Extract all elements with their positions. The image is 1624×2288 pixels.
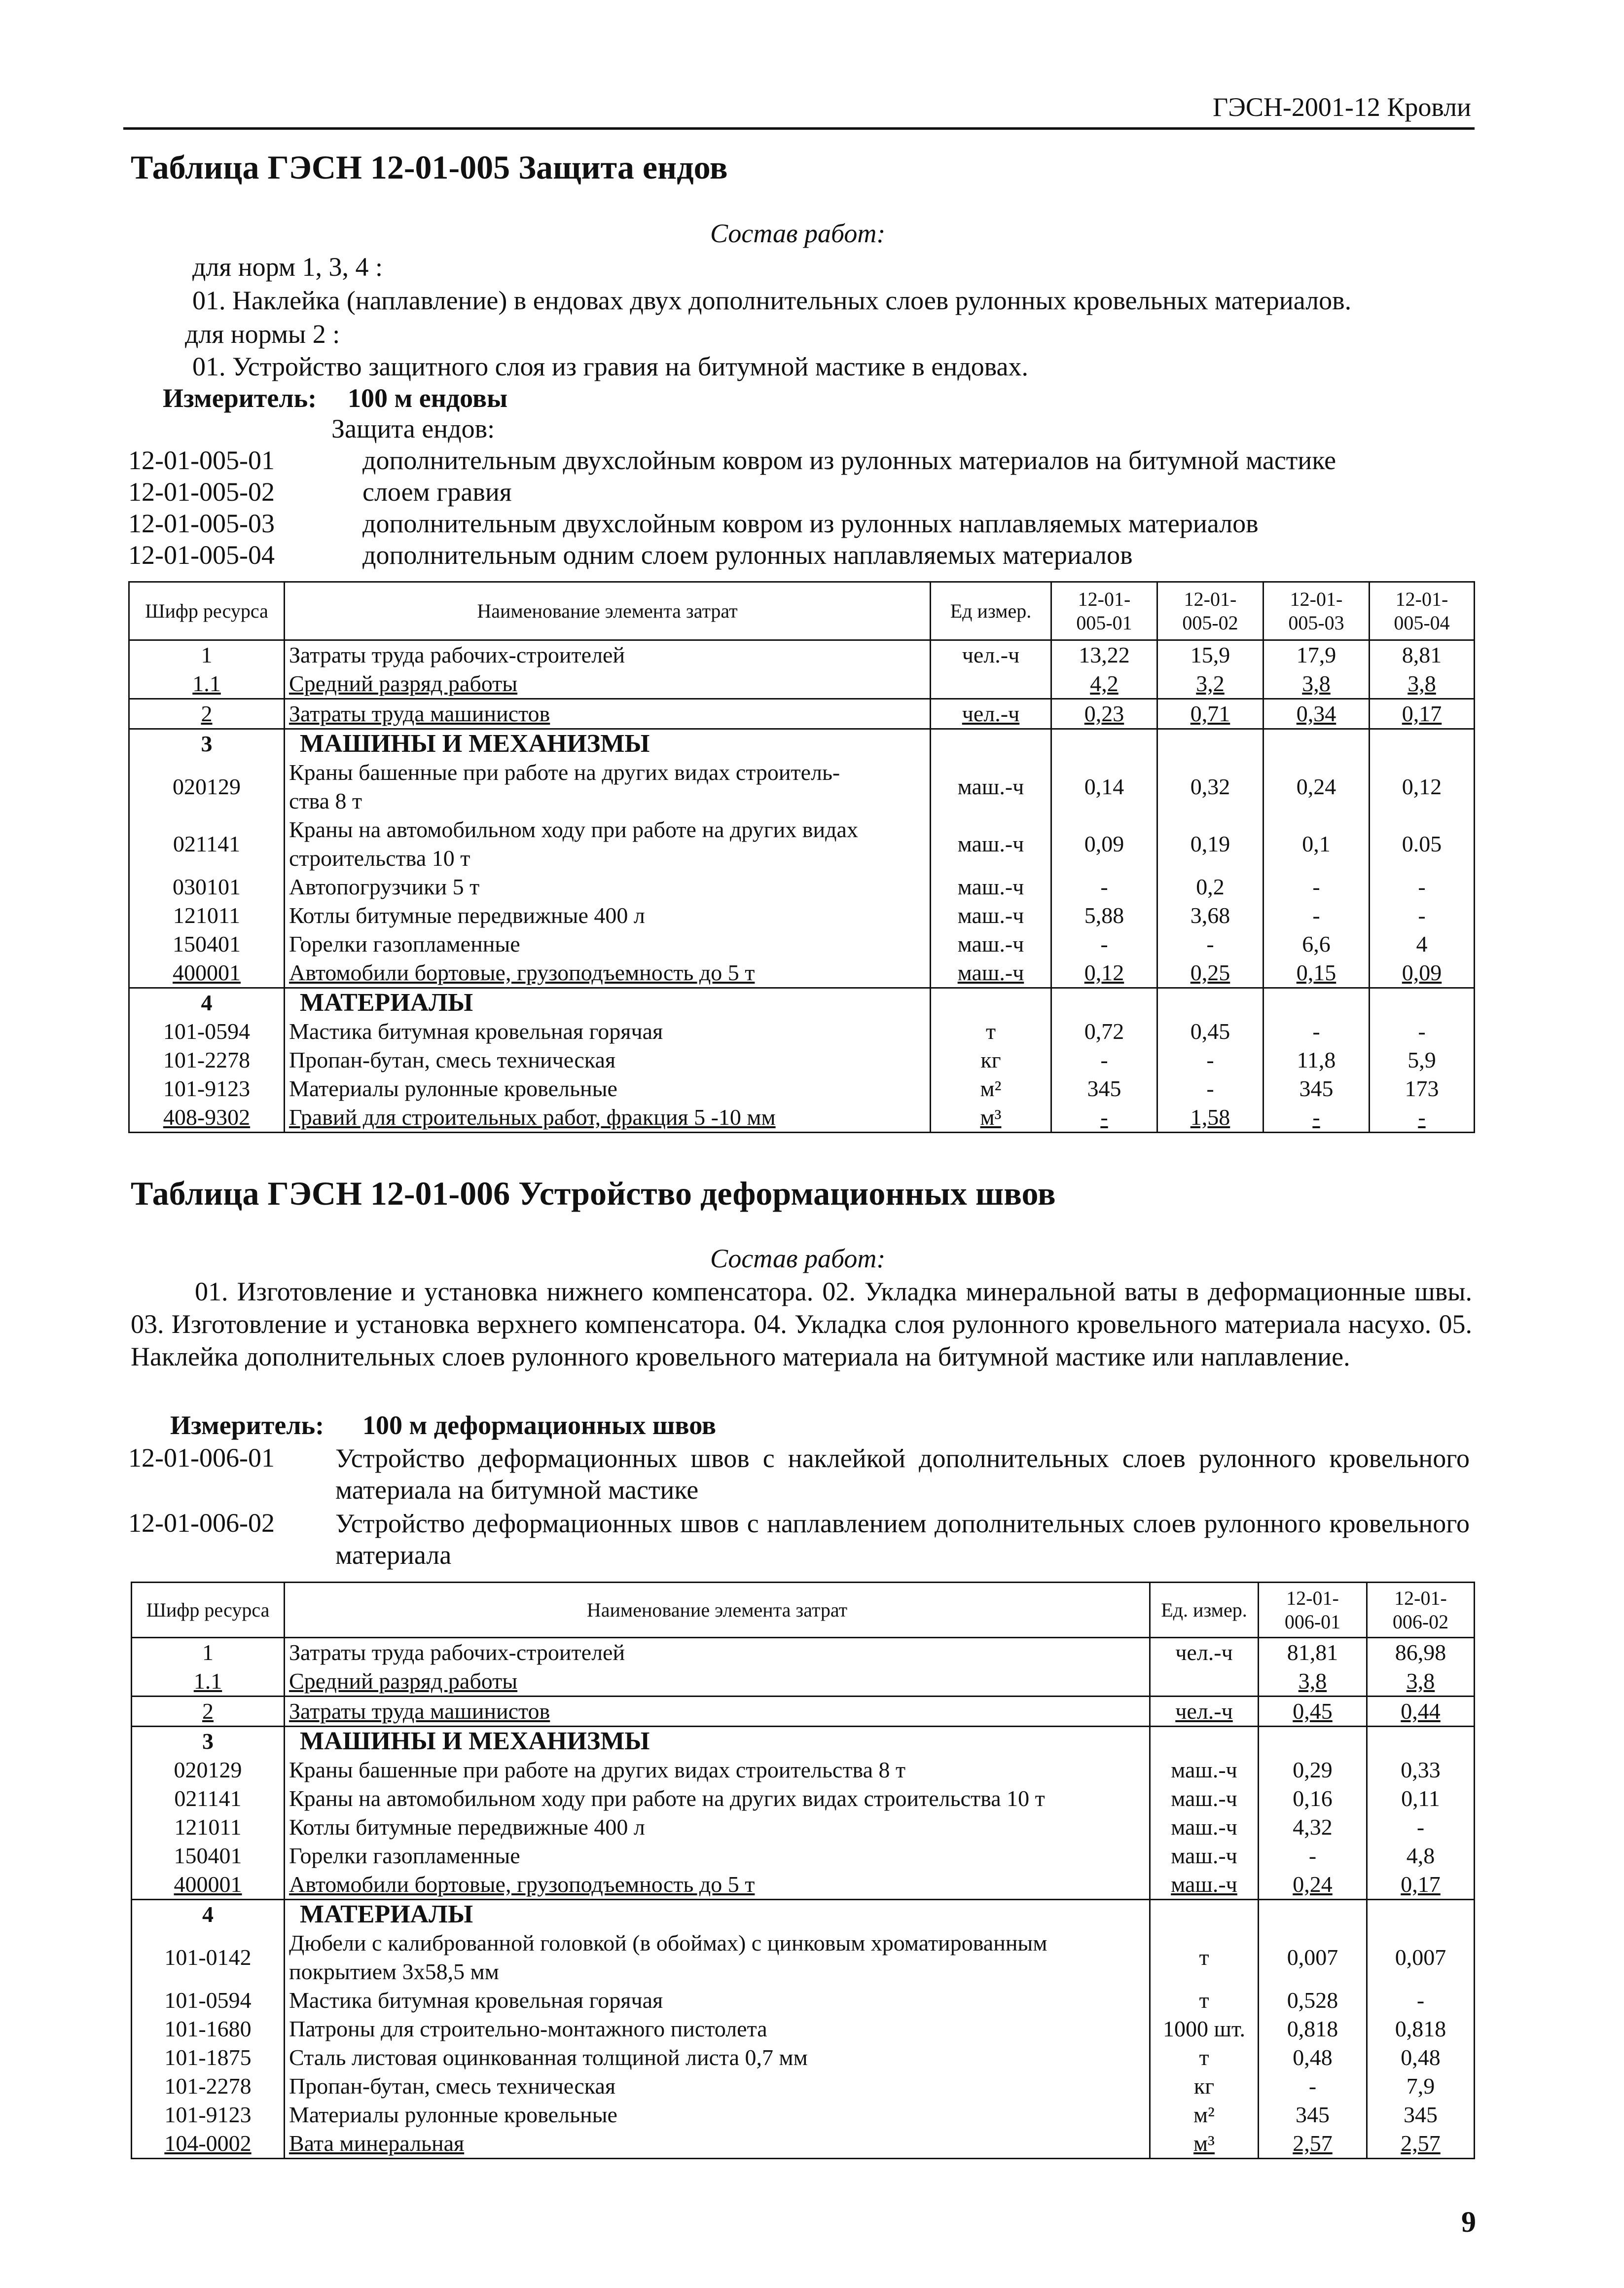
value-cell: 0,45	[1157, 1017, 1263, 1046]
table-row	[129, 1046, 1475, 1074]
norm-desc: слоем гравия	[362, 477, 512, 507]
table1-meter-value: 100 м ендовы	[348, 383, 508, 413]
value-cell: 0,32	[1157, 758, 1263, 815]
value-cell: 0,25	[1157, 959, 1263, 988]
value-cell: 173	[1370, 1074, 1475, 1103]
column-header: 12-01- 005-02	[1157, 582, 1263, 640]
unit-cell: маш.-ч	[1150, 1842, 1259, 1870]
column-header: 12-01- 005-03	[1263, 582, 1370, 640]
value-cell: 2,57	[1367, 2129, 1475, 2159]
norm-code: 12-01-006-01	[128, 1443, 275, 1473]
resource-name-cell: Гравий для строительных работ, фракция 5 -10 мм	[285, 1103, 931, 1133]
value-cell: 5,9	[1370, 1046, 1475, 1074]
value-cell: -	[1370, 901, 1475, 930]
unit-cell: маш.-ч	[1150, 1784, 1259, 1813]
table-row	[132, 2043, 1475, 2072]
unit-cell	[1150, 1667, 1259, 1697]
table2-work-heading: Состав работ:	[710, 1244, 886, 1273]
value-cell: -	[1051, 930, 1157, 959]
table-row	[132, 2072, 1475, 2101]
table2-norm	[128, 1442, 1470, 1506]
resource-code-cell: 101-2278	[129, 1046, 285, 1074]
resource-code-cell: 101-0594	[129, 1017, 285, 1046]
table-row	[129, 988, 1475, 1018]
value-cell: 0,45	[1259, 1697, 1367, 1727]
unit-cell: чел.-ч	[931, 699, 1051, 729]
value-cell: -	[1259, 1842, 1367, 1870]
value-cell: 0,17	[1370, 699, 1475, 729]
value-cell: -	[1051, 873, 1157, 901]
resource-name-cell: Автомобили бортовые, грузоподъемность до 5 т	[285, 1870, 1150, 1900]
value-cell: 345	[1367, 2101, 1475, 2129]
resource-code-cell: 3	[132, 1727, 285, 1756]
unit-cell: т	[1150, 1986, 1259, 2015]
column-header: 12-01- 005-04	[1370, 582, 1475, 640]
value-cell: 13,22	[1051, 640, 1157, 670]
resource-name-cell: Мастика битумная кровельная горячая	[285, 1017, 931, 1046]
resource-table-1	[128, 581, 1475, 1133]
unit-cell: маш.-ч	[931, 959, 1051, 988]
unit-cell: м²	[1150, 2101, 1259, 2129]
table-row	[132, 1900, 1475, 1929]
resource-name-cell: МАТЕРИАЛЫ	[285, 988, 931, 1018]
resource-name-cell: Котлы битумные передвижные 400 л	[285, 901, 931, 930]
value-cell: 345	[1263, 1074, 1370, 1103]
resource-table-2	[131, 1582, 1475, 2159]
column-header: Шифр ресурса	[132, 1583, 285, 1638]
value-cell: 0.05	[1370, 815, 1475, 873]
resource-name-cell: Затраты труда рабочих-строителей	[285, 1638, 1150, 1667]
table1-norm	[128, 445, 1336, 476]
value-cell: 0,48	[1259, 2043, 1367, 2072]
value-cell: 0,29	[1259, 1756, 1367, 1784]
resource-code-cell: 030101	[129, 873, 285, 901]
value-cell: 81,81	[1259, 1638, 1367, 1667]
table1-work-line: для норм 1, 3, 4 :	[192, 252, 383, 282]
column-header: Наименование элемента затрат	[285, 582, 931, 640]
resource-code-cell: 3	[129, 729, 285, 759]
resource-name-cell: Затраты труда машинистов	[285, 1697, 1150, 1727]
value-cell: -	[1370, 1103, 1475, 1133]
value-cell	[1157, 729, 1263, 759]
column-header: Шифр ресурса	[129, 582, 285, 640]
resource-code-cell: 400001	[132, 1870, 285, 1900]
value-cell: 0,2	[1157, 873, 1263, 901]
value-cell: 0,23	[1051, 699, 1157, 729]
unit-cell: маш.-ч	[931, 815, 1051, 873]
value-cell: 0,11	[1367, 1784, 1475, 1813]
table-row	[129, 901, 1475, 930]
norm-code: 12-01-005-02	[128, 477, 275, 507]
unit-cell: т	[1150, 2043, 1259, 2072]
value-cell: 0,818	[1259, 2015, 1367, 2043]
resource-name-cell: Сталь листовая оцинкованная толщиной листа 0,7 мм	[285, 2043, 1150, 2072]
value-cell: 345	[1259, 2101, 1367, 2129]
value-cell: 4,8	[1367, 1842, 1475, 1870]
norm-desc: Устройство деформационных швов с наклейкой дополнительных слоев рулонного кровельного материала на битумной мастике	[335, 1443, 1470, 1505]
value-cell: -	[1157, 930, 1263, 959]
unit-cell	[1150, 1900, 1259, 1929]
resource-code-cell: 1	[132, 1638, 285, 1667]
value-cell: 0,33	[1367, 1756, 1475, 1784]
value-cell: 0,24	[1263, 758, 1370, 815]
table-row	[132, 1842, 1475, 1870]
value-cell: 5,88	[1051, 901, 1157, 930]
unit-cell: маш.-ч	[931, 930, 1051, 959]
value-cell: 3,8	[1259, 1667, 1367, 1697]
resource-code-cell: 4	[132, 1900, 285, 1929]
resource-name-cell: Котлы битумные передвижные 400 л	[285, 1813, 1150, 1842]
table2-meter-value: 100 м деформационных швов	[362, 1410, 717, 1440]
table-row	[129, 1017, 1475, 1046]
resource-code-cell: 021141	[132, 1784, 285, 1813]
table2-title: Таблица ГЭСН 12-01-006 Устройство деформационных швов	[131, 1175, 1056, 1212]
resource-code-cell: 101-1680	[132, 2015, 285, 2043]
resource-name-cell: Затраты труда машинистов	[285, 699, 931, 729]
table-row	[132, 1697, 1475, 1727]
value-cell: 0,528	[1259, 1986, 1367, 2015]
value-cell	[1370, 988, 1475, 1018]
resource-name-cell: Затраты труда рабочих-строителей	[285, 640, 931, 670]
table-row	[132, 1638, 1475, 1667]
table-row	[129, 1103, 1475, 1133]
norm-code: 12-01-005-04	[128, 540, 275, 570]
value-cell: 3,8	[1263, 669, 1370, 699]
resource-name-cell: Материалы рулонные кровельные	[285, 2101, 1150, 2129]
table-row	[129, 640, 1475, 670]
table2-meter-label: Измеритель:	[170, 1410, 325, 1440]
value-cell: 345	[1051, 1074, 1157, 1103]
value-cell: 0,71	[1157, 699, 1263, 729]
resource-code-cell: 400001	[129, 959, 285, 988]
resource-code-cell: 101-9123	[132, 2101, 285, 2129]
resource-name-cell: Мастика битумная кровельная горячая	[285, 1986, 1150, 2015]
resource-name-cell: Патроны для строительно-монтажного пистолета	[285, 2015, 1150, 2043]
value-cell: 4,32	[1259, 1813, 1367, 1842]
value-cell: 15,9	[1157, 640, 1263, 670]
column-header: Ед измер.	[931, 582, 1051, 640]
table-row	[129, 758, 1475, 815]
unit-cell	[1150, 1727, 1259, 1756]
value-cell: -	[1263, 1103, 1370, 1133]
resource-code-cell: 021141	[129, 815, 285, 873]
value-cell: 0,48	[1367, 2043, 1475, 2072]
unit-cell: т	[1150, 1929, 1259, 1986]
unit-cell	[931, 669, 1051, 699]
norm-desc: дополнительным одним слоем рулонных наплавляемых материалов	[362, 540, 1133, 570]
resource-code-cell: 101-1875	[132, 2043, 285, 2072]
table-row	[129, 729, 1475, 759]
table-row	[132, 1929, 1475, 1986]
running-title: ГЭСН-2001-12 Кровли	[1213, 92, 1471, 122]
column-header: 12-01- 005-01	[1051, 582, 1157, 640]
value-cell: 0,24	[1259, 1870, 1367, 1900]
value-cell: -	[1259, 2072, 1367, 2101]
value-cell	[1259, 1727, 1367, 1756]
resource-name-cell: Горелки газопламенные	[285, 1842, 1150, 1870]
table-row	[132, 2101, 1475, 2129]
resource-name-cell: МАШИНЫ И МЕХАНИЗМЫ	[285, 729, 931, 759]
resource-code-cell: 2	[129, 699, 285, 729]
resource-name-cell: МАШИНЫ И МЕХАНИЗМЫ	[285, 1727, 1150, 1756]
value-cell: 6,6	[1263, 930, 1370, 959]
table1-work-line: 01. Устройство защитного слоя из гравия на битумной мастике в ендовах.	[192, 352, 1029, 381]
resource-name-cell: Краны башенные при работе на других видах строительства 8 т	[285, 1756, 1150, 1784]
norm-code: 12-01-005-01	[128, 445, 275, 475]
value-cell: 0,14	[1051, 758, 1157, 815]
value-cell: -	[1157, 1046, 1263, 1074]
table1-norm	[128, 477, 512, 507]
value-cell	[1367, 1727, 1475, 1756]
unit-cell: кг	[931, 1046, 1051, 1074]
resource-code-cell: 1.1	[129, 669, 285, 699]
value-cell: 0,12	[1051, 959, 1157, 988]
table-row	[132, 1756, 1475, 1784]
value-cell: 0,1	[1263, 815, 1370, 873]
resource-name-cell: Краны на автомобильном ходу при работе на других видах строительства 10 т	[285, 1784, 1150, 1813]
value-cell: 0,09	[1370, 959, 1475, 988]
resource-name-cell: Материалы рулонные кровельные	[285, 1074, 931, 1103]
resource-name-cell: Горелки газопламенные	[285, 930, 931, 959]
table-row	[129, 873, 1475, 901]
value-cell: -	[1367, 1986, 1475, 2015]
table1-work-line: 01. Наклейка (наплавление) в ендовах двух дополнительных слоев рулонных кровельных материалов.	[192, 286, 1352, 315]
resource-code-cell: 150401	[132, 1842, 285, 1870]
table-row	[132, 1870, 1475, 1900]
unit-cell	[931, 729, 1051, 759]
value-cell: 3,8	[1370, 669, 1475, 699]
value-cell: 0,44	[1367, 1697, 1475, 1727]
value-cell	[1157, 988, 1263, 1018]
column-header: 12-01- 006-01	[1259, 1583, 1367, 1638]
table-row	[132, 2015, 1475, 2043]
unit-cell: маш.-ч	[931, 758, 1051, 815]
unit-cell	[931, 988, 1051, 1018]
table-row	[129, 815, 1475, 873]
value-cell	[1051, 729, 1157, 759]
value-cell: -	[1263, 1017, 1370, 1046]
unit-cell: м²	[931, 1074, 1051, 1103]
table-row	[129, 959, 1475, 988]
table-row	[132, 1813, 1475, 1842]
value-cell: 3,8	[1367, 1667, 1475, 1697]
table1-work-heading: Состав работ:	[710, 219, 886, 248]
table-row	[132, 1727, 1475, 1756]
resource-name-cell: Автопогрузчики 5 т	[285, 873, 931, 901]
column-header: Ед. измер.	[1150, 1583, 1259, 1638]
unit-cell: т	[931, 1017, 1051, 1046]
unit-cell: кг	[1150, 2072, 1259, 2101]
resource-code-cell: 408-9302	[129, 1103, 285, 1133]
resource-code-cell: 1	[129, 640, 285, 670]
table-row	[132, 1784, 1475, 1813]
column-header: 12-01- 006-02	[1367, 1583, 1475, 1638]
unit-cell: чел.-ч	[1150, 1638, 1259, 1667]
resource-name-cell: Вата минеральная	[285, 2129, 1150, 2159]
table1-norm	[128, 508, 1259, 539]
page-number: 9	[1461, 2206, 1476, 2238]
resource-code-cell: 1.1	[132, 1667, 285, 1697]
value-cell: 0,16	[1259, 1784, 1367, 1813]
value-cell: 0,818	[1367, 2015, 1475, 2043]
value-cell: 4,2	[1051, 669, 1157, 699]
resource-name-cell: Пропан-бутан, смесь техническая	[285, 1046, 931, 1074]
norm-code: 12-01-006-02	[128, 1508, 275, 1538]
value-cell	[1263, 988, 1370, 1018]
table-row	[129, 1074, 1475, 1103]
value-cell	[1051, 988, 1157, 1018]
resource-name-cell: Средний разряд работы	[285, 669, 931, 699]
resource-code-cell: 020129	[129, 758, 285, 815]
resource-code-cell: 104-0002	[132, 2129, 285, 2159]
unit-cell: 1000 шт.	[1150, 2015, 1259, 2043]
resource-code-cell: 2	[132, 1697, 285, 1727]
table-row	[129, 699, 1475, 729]
table1-group-heading: Защита ендов:	[331, 414, 495, 443]
resource-code-cell: 101-0142	[132, 1929, 285, 1986]
table1-meter-label: Измеритель:	[163, 383, 317, 413]
value-cell	[1259, 1900, 1367, 1929]
value-cell: 0,007	[1259, 1929, 1367, 1986]
resource-code-cell: 4	[129, 988, 285, 1018]
resource-code-cell: 020129	[132, 1756, 285, 1784]
unit-cell: чел.-ч	[931, 640, 1051, 670]
resource-name-cell: Краны на автомобильном ходу при работе на других видах строительства 10 т	[285, 815, 931, 873]
table-row	[132, 1667, 1475, 1697]
resource-name-cell: Автомобили бортовые, грузоподъемность до 5 т	[285, 959, 931, 988]
value-cell: 0,15	[1263, 959, 1370, 988]
resource-code-cell: 101-2278	[132, 2072, 285, 2101]
table1-work-line: для нормы 2 :	[185, 319, 340, 349]
value-cell: 0,12	[1370, 758, 1475, 815]
column-header: Наименование элемента затрат	[285, 1583, 1150, 1638]
norm-code: 12-01-005-03	[128, 509, 275, 538]
resource-name-cell: МАТЕРИАЛЫ	[285, 1900, 1150, 1929]
value-cell: -	[1367, 1813, 1475, 1842]
table-row	[129, 669, 1475, 699]
value-cell: -	[1263, 873, 1370, 901]
table-row	[129, 930, 1475, 959]
table1-norm	[128, 540, 1133, 570]
value-cell: 0,72	[1051, 1017, 1157, 1046]
norm-desc: дополнительным двухслойным ковром из рулонных наплавляемых материалов	[362, 509, 1259, 538]
value-cell: 17,9	[1263, 640, 1370, 670]
resource-name-cell: Краны башенные при работе на других видах строитель- ства 8 т	[285, 758, 931, 815]
table-row	[132, 2129, 1475, 2159]
resource-name-cell: Дюбели с калиброванной головкой (в обоймах) с цинковым хроматированным покрытием 3х58,5 мм	[285, 1929, 1150, 1986]
resource-code-cell: 101-9123	[129, 1074, 285, 1103]
value-cell: -	[1051, 1046, 1157, 1074]
unit-cell: м³	[1150, 2129, 1259, 2159]
resource-name-cell: Средний разряд работы	[285, 1667, 1150, 1697]
value-cell: -	[1051, 1103, 1157, 1133]
value-cell: -	[1370, 873, 1475, 901]
unit-cell: маш.-ч	[931, 901, 1051, 930]
unit-cell: маш.-ч	[1150, 1870, 1259, 1900]
header-rule	[123, 127, 1475, 130]
value-cell: 0,34	[1263, 699, 1370, 729]
value-cell: 2,57	[1259, 2129, 1367, 2159]
value-cell: 0,17	[1367, 1870, 1475, 1900]
value-cell: -	[1157, 1074, 1263, 1103]
value-cell: 0,19	[1157, 815, 1263, 873]
value-cell: 1,58	[1157, 1103, 1263, 1133]
value-cell: 8,81	[1370, 640, 1475, 670]
resource-code-cell: 121011	[132, 1813, 285, 1842]
resource-code-cell: 101-0594	[132, 1986, 285, 2015]
value-cell	[1370, 729, 1475, 759]
value-cell: 11,8	[1263, 1046, 1370, 1074]
value-cell: 3,2	[1157, 669, 1263, 699]
norm-desc: Устройство деформационных швов с наплавлением дополнительных слоев рулонного кровельного материала	[335, 1509, 1470, 1570]
value-cell: -	[1263, 901, 1370, 930]
table2-work-text: 01. Изготовление и установка нижнего компенсатора. 02. Укладка минеральной ваты в деформационные швы. 03. Изготовление и установка верхнего компенсатора. 04. Укладка слоя рулонного кровельного материала насухо. 05. Наклейка дополнительных слоев рулонного кровельного материала на битумной мастике или наплавление.	[131, 1277, 1472, 1371]
resource-code-cell: 150401	[129, 930, 285, 959]
value-cell: 86,98	[1367, 1638, 1475, 1667]
value-cell: 0,007	[1367, 1929, 1475, 1986]
value-cell	[1263, 729, 1370, 759]
value-cell: 0,09	[1051, 815, 1157, 873]
value-cell: 7,9	[1367, 2072, 1475, 2101]
value-cell: 4	[1370, 930, 1475, 959]
value-cell: -	[1370, 1017, 1475, 1046]
table2-norm	[128, 1508, 1470, 1571]
norm-desc: дополнительным двухслойным ковром из рулонных материалов на битумной мастике	[362, 445, 1336, 475]
unit-cell: чел.-ч	[1150, 1697, 1259, 1727]
unit-cell: м³	[931, 1103, 1051, 1133]
table-row	[132, 1986, 1475, 2015]
value-cell	[1367, 1900, 1475, 1929]
unit-cell: маш.-ч	[931, 873, 1051, 901]
unit-cell: маш.-ч	[1150, 1756, 1259, 1784]
table1-title: Таблица ГЭСН 12-01-005 Защита ендов	[131, 148, 728, 186]
resource-code-cell: 121011	[129, 901, 285, 930]
resource-name-cell: Пропан-бутан, смесь техническая	[285, 2072, 1150, 2101]
unit-cell: маш.-ч	[1150, 1813, 1259, 1842]
value-cell: 3,68	[1157, 901, 1263, 930]
